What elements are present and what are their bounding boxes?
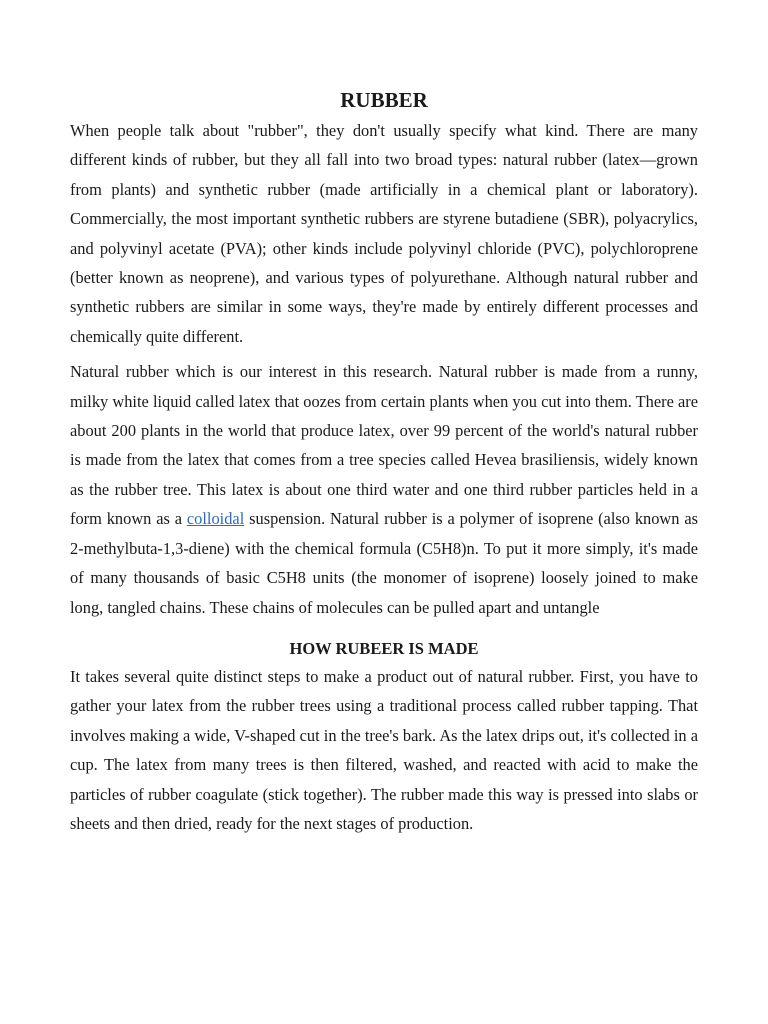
intro-paragraph: When people talk about "rubber", they don't usually specify what kind. There are many different kinds of rubber, but they all fall into two broad types: natural rubber (latex—grown from plants) and synthetic rubber (made artificially in a chemical plant or laboratory). Commercially, the most important synthetic rubbers are styrene butadiene (SBR), polyacrylics, and polyvinyl acetate (PVA); other kinds include polyvinyl chloride (PVC), polychloroprene (better known as neoprene), and various types of polyurethane. Although natural rubber and synthetic rubbers are similar in some ways, they're made by entirely different processes and chemically quite different. bbox=[70, 121, 698, 346]
document-page bbox=[70, 84, 698, 838]
page-title: RUBBER bbox=[340, 88, 428, 112]
natural-text-after-link: suspension. Natural rubber is a polymer of isoprene (also known as 2-methylbuta-1,3-diene) with the chemical formula (C5H8)n. To put it more simply, it's made of many thousands of basic C5H8 units (the monomer of isoprene) loosely joined to make long, tangled chains. These chains of molecules can be pulled apart and untangle bbox=[70, 509, 698, 617]
natural-text-before-link: Natural rubber which is our interest in this research. Natural rubber is made from a runny, milky white liquid called latex that oozes from certain plants when you cut into them. There are about 200 plants in the world that produce latex, over 99 percent of the world's natural rubber is made from the latex that comes from a tree species called Hevea brasiliensis, widely known as the rubber tree. This latex is about one third water and one third rubber particles held in a form known as a bbox=[70, 362, 698, 529]
natural-rubber-paragraph bbox=[70, 357, 698, 622]
process-paragraph: It takes several quite distinct steps to make a product out of natural rubber. First, you have to gather your latex from the rubber trees using a traditional process called rubber tapping. That involves making a wide, V-shaped cut in the tree's bark. As the latex drips out, it's collected in a cup. The latex from many trees is then filtered, washed, and reacted with acid to make the particles of rubber coagulate (stick together). The rubber made this way is pressed into slabs or sheets and then dried, ready for the next stages of production. bbox=[70, 666, 698, 833]
section-heading: HOW RUBEER IS MADE bbox=[289, 638, 479, 658]
colloidal-link[interactable]: colloidal bbox=[186, 509, 245, 529]
